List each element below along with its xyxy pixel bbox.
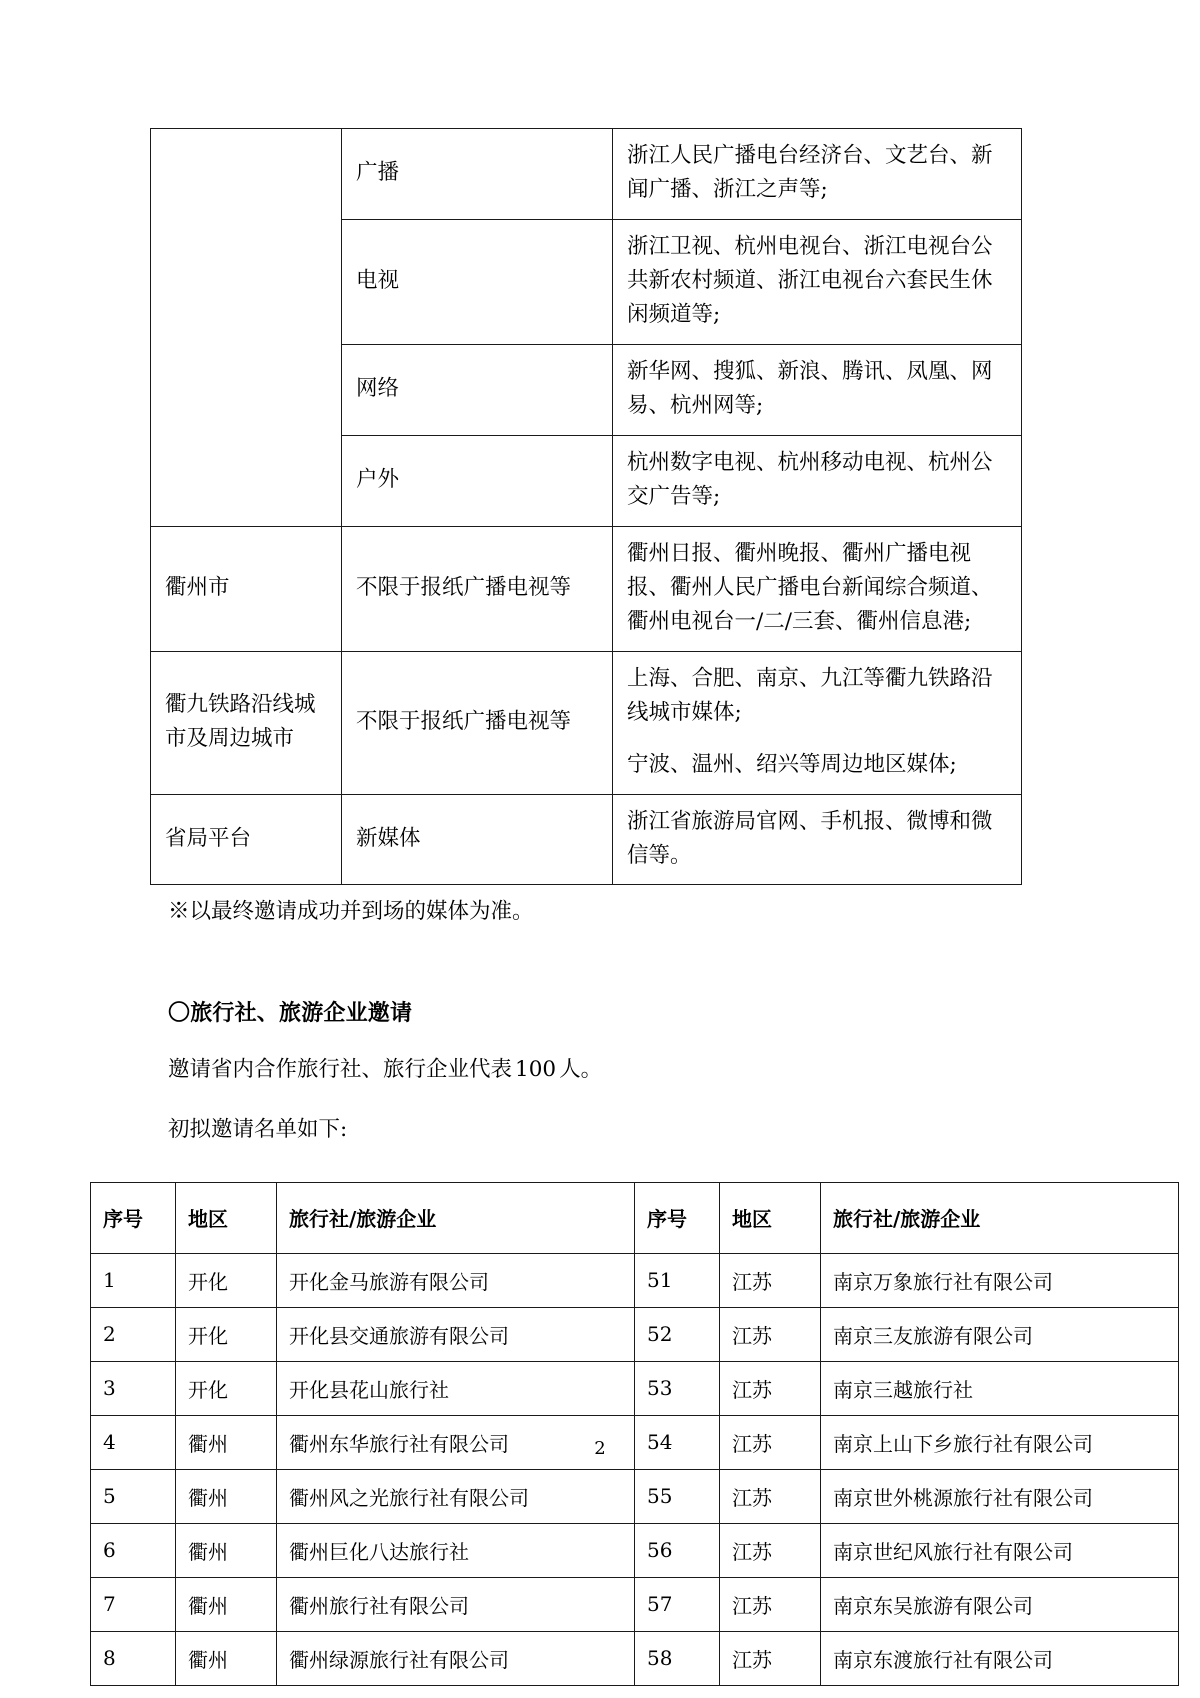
media-list-line: 浙江卫视、杭州电视台、浙江电视台公共新农村频道、浙江电视台六套民生休闲频道等; xyxy=(627,233,993,327)
media-type-cell: 户外 xyxy=(342,435,613,526)
invitation-count-paragraph xyxy=(168,1053,940,1087)
cell-no-left: 1 xyxy=(91,1253,176,1307)
media-list-line: 宁波、温州、绍兴等周边地区媒体; xyxy=(627,751,957,777)
media-region-cell: 省局平台 xyxy=(151,794,342,885)
media-region-cell: 衢州市 xyxy=(151,526,342,651)
cell-no-right: 51 xyxy=(635,1253,720,1307)
invitation-count-number: 100 xyxy=(515,1056,557,1082)
column-header-name-left: 旅行社/旅游企业 xyxy=(277,1182,635,1253)
cell-name-right: 南京上山下乡旅行社有限公司 xyxy=(821,1415,1179,1469)
cell-region-right: 江苏 xyxy=(720,1361,821,1415)
media-list-cell xyxy=(613,344,1022,435)
cell-no-left: 4 xyxy=(91,1415,176,1469)
media-region-cell xyxy=(151,129,342,527)
cell-no-left: 6 xyxy=(91,1523,176,1577)
cell-name-left: 衢州巨化八达旅行社 xyxy=(277,1523,635,1577)
table-row xyxy=(151,651,1022,794)
table-row xyxy=(91,1523,1179,1577)
table-row xyxy=(91,1577,1179,1631)
cell-name-right: 南京三越旅行社 xyxy=(821,1361,1179,1415)
cell-name-right: 南京东渡旅行社有限公司 xyxy=(821,1631,1179,1685)
cell-name-left: 开化金马旅游有限公司 xyxy=(277,1253,635,1307)
media-list-cell xyxy=(613,651,1022,794)
cell-name-left: 衢州东华旅行社有限公司 xyxy=(277,1415,635,1469)
cell-region-left: 衢州 xyxy=(176,1415,277,1469)
table-row xyxy=(91,1469,1179,1523)
cell-no-right: 56 xyxy=(635,1523,720,1577)
cell-name-left: 衢州绿源旅行社有限公司 xyxy=(277,1631,635,1685)
column-header-no-left: 序号 xyxy=(91,1182,176,1253)
media-region-cell: 衢九铁路沿线城市及周边城市 xyxy=(151,651,342,794)
cell-no-right: 55 xyxy=(635,1469,720,1523)
table-row xyxy=(151,526,1022,651)
media-type-cell: 新媒体 xyxy=(342,794,613,885)
media-list-line: 上海、合肥、南京、九江等衢九铁路沿线城市媒体; xyxy=(627,665,993,725)
cell-region-right: 江苏 xyxy=(720,1253,821,1307)
media-list-cell xyxy=(613,526,1022,651)
media-type-cell: 不限于报纸广播电视等 xyxy=(342,651,613,794)
media-list-line: 杭州数字电视、杭州移动电视、杭州公交广告等; xyxy=(627,449,993,509)
cell-region-left: 开化 xyxy=(176,1307,277,1361)
agency-invitation-table xyxy=(90,1182,1179,1686)
cell-region-right: 江苏 xyxy=(720,1415,821,1469)
cell-region-right: 江苏 xyxy=(720,1307,821,1361)
media-list-cell xyxy=(613,794,1022,885)
table-row xyxy=(91,1361,1179,1415)
cell-region-left: 开化 xyxy=(176,1361,277,1415)
cell-name-right: 南京世外桃源旅行社有限公司 xyxy=(821,1469,1179,1523)
cell-no-right: 58 xyxy=(635,1631,720,1685)
media-list-line: 浙江人民广播电台经济台、文艺台、新闻广播、浙江之声等; xyxy=(627,143,993,202)
cell-region-left: 衢州 xyxy=(176,1631,277,1685)
table-row xyxy=(91,1253,1179,1307)
invitation-count-suffix: 人。 xyxy=(559,1056,603,1082)
media-type-cell: 网络 xyxy=(342,344,613,435)
invitation-count-prefix: 邀请省内合作旅行社、旅行企业代表 xyxy=(168,1056,513,1082)
table-row xyxy=(151,794,1022,885)
agency-table-head xyxy=(91,1182,1179,1253)
media-table-footnote: ※以最终邀请成功并到场的媒体为准。 xyxy=(168,899,534,925)
agency-table-body xyxy=(91,1253,1179,1685)
table-row xyxy=(91,1631,1179,1685)
cell-region-right: 江苏 xyxy=(720,1469,821,1523)
media-list-line: 衢州日报、衢州晚报、衢州广播电视报、衢州人民广播电台新闻综合频道、衢州电视台一/二/三套、衢州信息港; xyxy=(627,540,993,634)
media-list-cell xyxy=(613,129,1022,220)
cell-region-left: 衢州 xyxy=(176,1577,277,1631)
media-type-cell: 电视 xyxy=(342,219,613,344)
column-header-name-right: 旅行社/旅游企业 xyxy=(821,1182,1179,1253)
cell-name-left: 开化县交通旅游有限公司 xyxy=(277,1307,635,1361)
section-heading-travel-agencies: 〇旅行社、旅游企业邀请 xyxy=(168,1000,413,1026)
cell-no-left: 7 xyxy=(91,1577,176,1631)
cell-no-right: 52 xyxy=(635,1307,720,1361)
media-list-cell xyxy=(613,219,1022,344)
cell-region-right: 江苏 xyxy=(720,1523,821,1577)
cell-no-left: 8 xyxy=(91,1631,176,1685)
spacer xyxy=(150,930,940,996)
draft-list-intro-paragraph: 初拟邀请名单如下: xyxy=(168,1117,348,1143)
column-header-region-right: 地区 xyxy=(720,1182,821,1253)
cell-no-left: 5 xyxy=(91,1469,176,1523)
cell-region-left: 衢州 xyxy=(176,1469,277,1523)
table-row xyxy=(91,1307,1179,1361)
cell-name-right: 南京世纪风旅行社有限公司 xyxy=(821,1523,1179,1577)
table-header-row xyxy=(91,1182,1179,1253)
cell-region-left: 衢州 xyxy=(176,1523,277,1577)
media-type-cell: 广播 xyxy=(342,129,613,220)
cell-no-right: 53 xyxy=(635,1361,720,1415)
table-row xyxy=(151,129,1022,220)
cell-region-right: 江苏 xyxy=(720,1631,821,1685)
cell-name-left: 开化县花山旅行社 xyxy=(277,1361,635,1415)
cell-name-right: 南京东吴旅游有限公司 xyxy=(821,1577,1179,1631)
media-invitation-table xyxy=(150,128,1022,885)
media-list-cell xyxy=(613,435,1022,526)
cell-name-left: 衢州旅行社有限公司 xyxy=(277,1577,635,1631)
cell-no-right: 57 xyxy=(635,1577,720,1631)
media-type-cell: 不限于报纸广播电视等 xyxy=(342,526,613,651)
column-header-no-right: 序号 xyxy=(635,1182,720,1253)
page-number: 2 xyxy=(594,1438,606,1459)
cell-no-right: 54 xyxy=(635,1415,720,1469)
cell-region-left: 开化 xyxy=(176,1253,277,1307)
cell-name-left: 衢州风之光旅行社有限公司 xyxy=(277,1469,635,1523)
media-list-line: 浙江省旅游局官网、手机报、微博和微信等。 xyxy=(627,808,993,868)
cell-region-right: 江苏 xyxy=(720,1577,821,1631)
cell-no-left: 2 xyxy=(91,1307,176,1361)
cell-no-left: 3 xyxy=(91,1361,176,1415)
column-header-region-left: 地区 xyxy=(176,1182,277,1253)
media-table-body xyxy=(151,129,1022,885)
agency-table-container xyxy=(90,1182,1093,1686)
cell-name-right: 南京三友旅游有限公司 xyxy=(821,1307,1179,1361)
cell-name-right: 南京万象旅行社有限公司 xyxy=(821,1253,1179,1307)
media-list-line: 新华网、搜狐、新浪、腾讯、凤凰、网易、杭州网等; xyxy=(627,358,993,418)
